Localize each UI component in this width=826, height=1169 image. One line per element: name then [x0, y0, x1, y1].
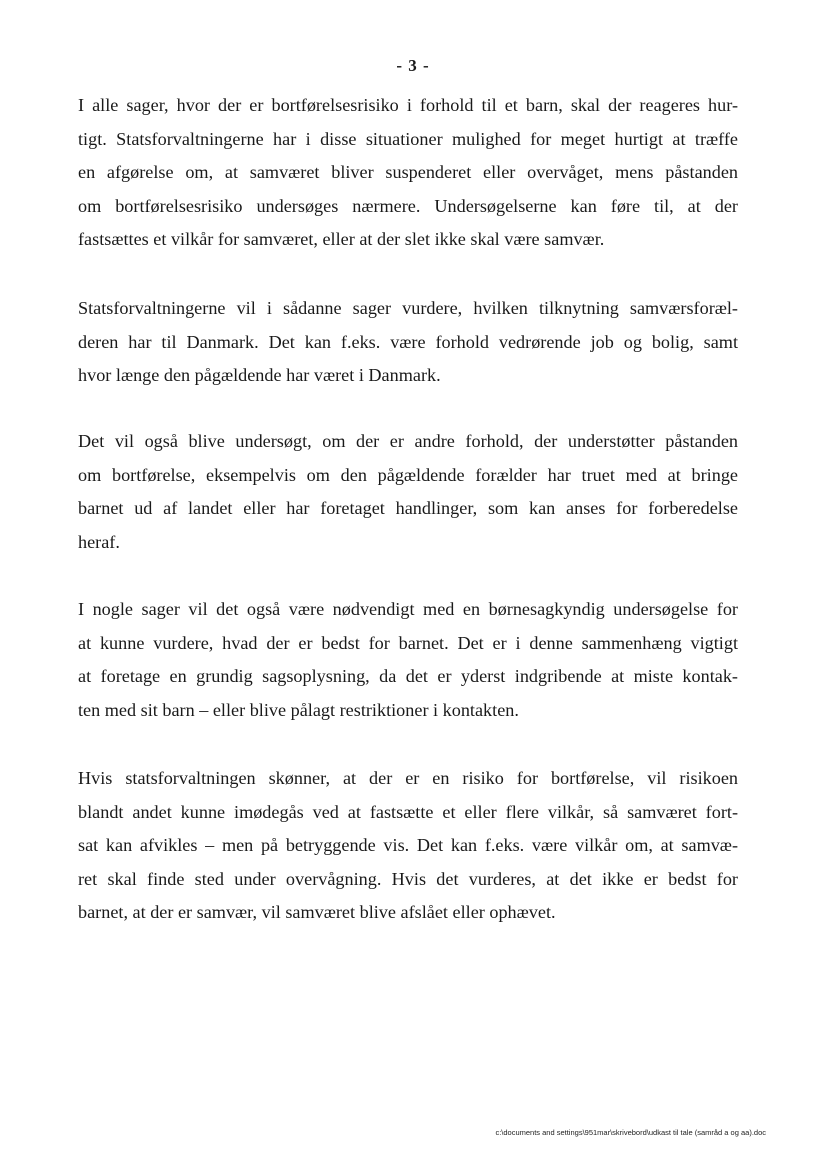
text-line: barnet, at der er samvær, vil samværet blive afslået eller ophævet.: [78, 902, 556, 922]
text-line: fastsættes et vilkår for samværet, eller at der slet ikke skal være samvær.: [78, 229, 605, 249]
text-line: Statsforvaltningerne vil i sådanne sager vurdere, hvilken tilknytning samværsforæl-: [78, 298, 738, 318]
text-line: sat kan afvikles – men på betryggende vis. Det kan f.eks. være vilkår om, at samvæ-: [78, 835, 738, 855]
paragraph-connection-to-denmark: [78, 292, 738, 393]
footer-file-path: c:\documents and settings\951mar\skrivebord\udkast til tale (samråd a og aa).doc: [495, 1128, 766, 1137]
text-line: deren har til Danmark. Det kan f.eks. være forhold vedrørende job og bolig, samt: [78, 331, 738, 352]
text-line: blandt andet kunne imødegås ved at fastsætte et eller flere vilkår, så samværet fort-: [78, 801, 738, 822]
text-line: barnet ud af landet eller har foretaget handlinger, som kan anses for forberedelse: [78, 498, 738, 518]
paragraph-expert-examination: [78, 593, 738, 727]
page-number: - 3 -: [396, 56, 430, 75]
text-line: at foretage en grundig sagsoplysning, da det er yderst indgribende at miste kontak-: [78, 666, 738, 686]
text-line: Hvis statsforvaltningen skønner, at der er en risiko for bortførelse, vil risikoen: [78, 768, 738, 788]
paragraph-other-circumstances: [78, 425, 738, 559]
text-line: tigt. Statsforvaltningerne har i disse situationer mulighed for meget hurtigt at træffe: [78, 128, 738, 149]
paragraph-abduction-risk: [78, 89, 738, 257]
text-line: Det vil også blive undersøgt, om der er andre forhold, der understøtter påstanden: [78, 431, 738, 451]
text-line: I nogle sager vil det også være nødvendigt med en børnesagkyndig undersøgelse for: [78, 599, 738, 619]
paragraph-conditions-for-visitation: [78, 762, 738, 930]
text-line: om bortførelse, eksempelvis om den pågældende forælder har truet med at bringe: [78, 464, 738, 485]
text-line: om bortførelsesrisiko undersøges nærmere. Undersøgelserne kan føre til, at der: [78, 195, 738, 216]
text-line: ten med sit barn – eller blive pålagt restriktioner i kontakten.: [78, 699, 519, 720]
text-line: en afgørelse om, at samværet bliver suspenderet eller overvåget, mens påstanden: [78, 162, 738, 182]
text-line: heraf.: [78, 531, 120, 552]
text-line: hvor længe den pågældende har været i Danmark.: [78, 365, 441, 385]
text-line: at kunne vurdere, hvad der er bedst for barnet. Det er i denne sammenhæng vigtigt: [78, 632, 738, 653]
text-line: ret skal finde sted under overvågning. Hvis det vurderes, at det ikke er bedst for: [78, 868, 738, 889]
text-line: I alle sager, hvor der er bortførelsesrisiko i forhold til et barn, skal der reageres hur-: [78, 95, 738, 115]
